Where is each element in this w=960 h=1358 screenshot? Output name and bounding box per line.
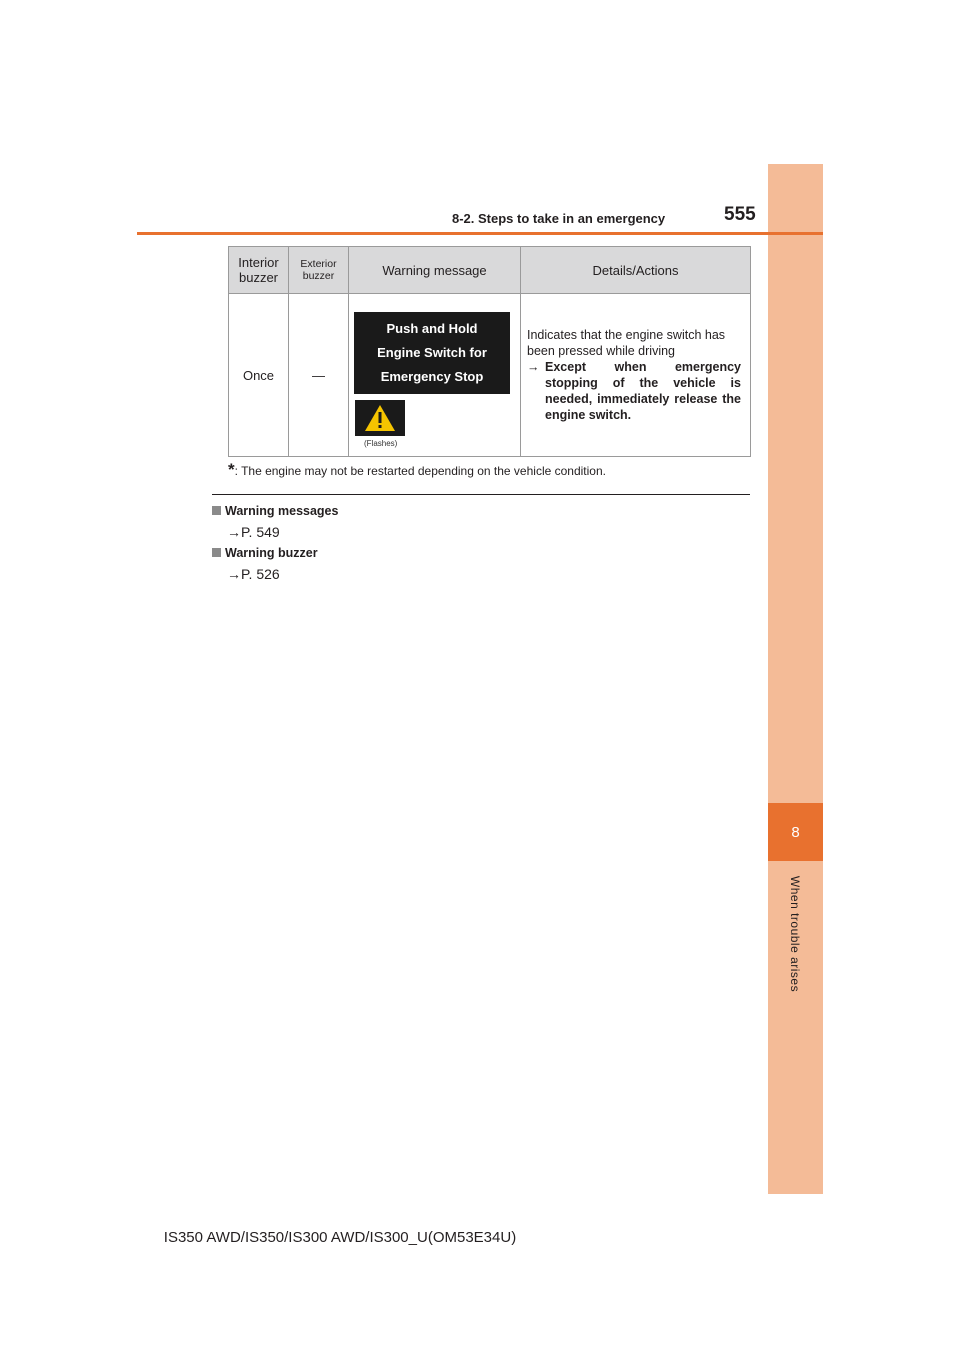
chapter-label: When trouble arises [788,875,802,993]
ref-heading-warning-messages [212,504,338,518]
table-row [229,294,751,457]
warning-message-cell [349,294,521,457]
ref-link-warning-messages[interactable]: →P. 549 [227,524,280,540]
details-text: Indicates that the engine switch has been pressed while driving [527,328,726,358]
display-line: Emergency Stop [380,369,484,384]
master-warning-light [355,400,405,436]
footnote-marker: * [228,460,235,479]
details-cell [521,294,751,457]
ref-heading-warning-buzzer [212,546,318,560]
footnote [228,460,606,480]
ref-label: Warning messages [225,504,339,518]
header-warning-message: Warning message [349,247,521,294]
warning-table [228,246,751,457]
ref-label: Warning buzzer [225,546,318,560]
flashes-caption: (Flashes) [364,439,398,448]
section-title: 8-2. Steps to take in an emergency [452,211,666,226]
display-line: Push and Hold [386,321,478,336]
display-line: Engine Switch for [377,345,487,360]
footer-model: IS350 AWD/IS350/IS300 AWD/IS300_U(OM53E34U) [163,1229,517,1246]
ref-link-warning-buzzer[interactable]: →P. 526 [227,566,280,582]
interior-buzzer-cell: Once [229,294,289,457]
display-screen [354,312,510,394]
square-bullet-icon [212,506,221,515]
warning-triangle-icon [355,400,405,436]
table-header-row [229,247,751,294]
section-divider [212,494,750,495]
page-number: 555 [724,204,756,225]
chapter-number: 8 [791,823,800,841]
header-interior-buzzer: Interior buzzer [229,247,289,294]
header-rule [137,232,823,235]
details-action: Except when emergency stopping of the vehicle is needed, immediately release the engine switch. [545,360,741,422]
square-bullet-icon [212,548,221,557]
chapter-side-tab [768,164,823,1194]
header-details-actions: Details/Actions [521,247,751,294]
header-exterior-buzzer: Exterior buzzer [289,247,349,294]
arrow-icon: → [527,360,540,374]
footnote-text: : The engine may not be restarted depending on the vehicle condition. [234,464,606,478]
chapter-number-badge [768,803,823,861]
exterior-buzzer-cell: — [289,294,349,457]
